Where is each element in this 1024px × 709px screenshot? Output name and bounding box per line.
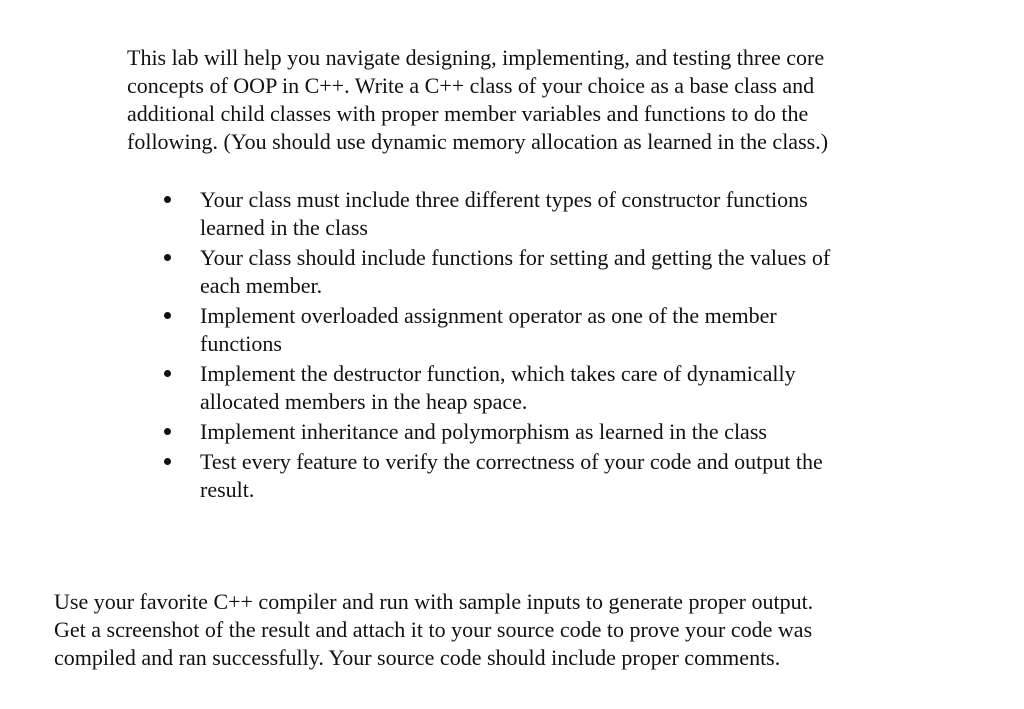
bullet-icon	[164, 254, 171, 261]
bullet-icon	[164, 312, 171, 319]
requirement-line: result.	[200, 477, 255, 502]
requirement-item-testing	[200, 448, 940, 504]
requirement-line: functions	[200, 331, 282, 356]
closing-paragraph	[54, 588, 954, 672]
closing-line: Get a screenshot of the result and attach it to your source code to prove your code was	[54, 617, 813, 642]
requirement-item-inheritance	[200, 418, 940, 446]
requirement-line: Implement the destructor function, which takes care of dynamically	[200, 361, 796, 386]
closing-line: Use your favorite C++ compiler and run with sample inputs to generate proper output.	[54, 589, 814, 614]
requirement-line: Your class should include functions for setting and getting the values of	[200, 245, 831, 270]
intro-line: This lab will help you navigate designing, implementing, and testing three core	[127, 45, 825, 70]
requirement-line: Implement inheritance and polymorphism as learned in the class	[200, 419, 767, 444]
intro-paragraph	[127, 44, 927, 156]
bullet-icon	[164, 458, 171, 465]
bullet-icon	[164, 196, 171, 203]
bullet-icon	[164, 428, 171, 435]
requirement-line: Your class must include three different types of constructor functions	[200, 187, 808, 212]
requirement-line: learned in the class	[200, 215, 368, 240]
requirement-line: Test every feature to verify the correctness of your code and output the	[200, 449, 823, 474]
requirement-line: allocated members in the heap space.	[200, 389, 528, 414]
bullet-icon	[164, 370, 171, 377]
requirement-item-setters-getters	[200, 244, 940, 300]
requirement-item-destructor	[200, 360, 940, 416]
requirement-line: Implement overloaded assignment operator as one of the member	[200, 303, 777, 328]
requirement-line: each member.	[200, 273, 323, 298]
requirement-item-assignment-operator	[200, 302, 940, 358]
requirements-list	[200, 186, 940, 506]
intro-line: additional child classes with proper member variables and functions to do the	[127, 101, 809, 126]
closing-line: compiled and ran successfully. Your source code should include proper comments.	[54, 645, 781, 670]
intro-line: following. (You should use dynamic memory allocation as learned in the class.)	[127, 129, 829, 154]
requirement-item-constructors	[200, 186, 940, 242]
intro-line: concepts of OOP in C++. Write a C++ class of your choice as a base class and	[127, 73, 815, 98]
